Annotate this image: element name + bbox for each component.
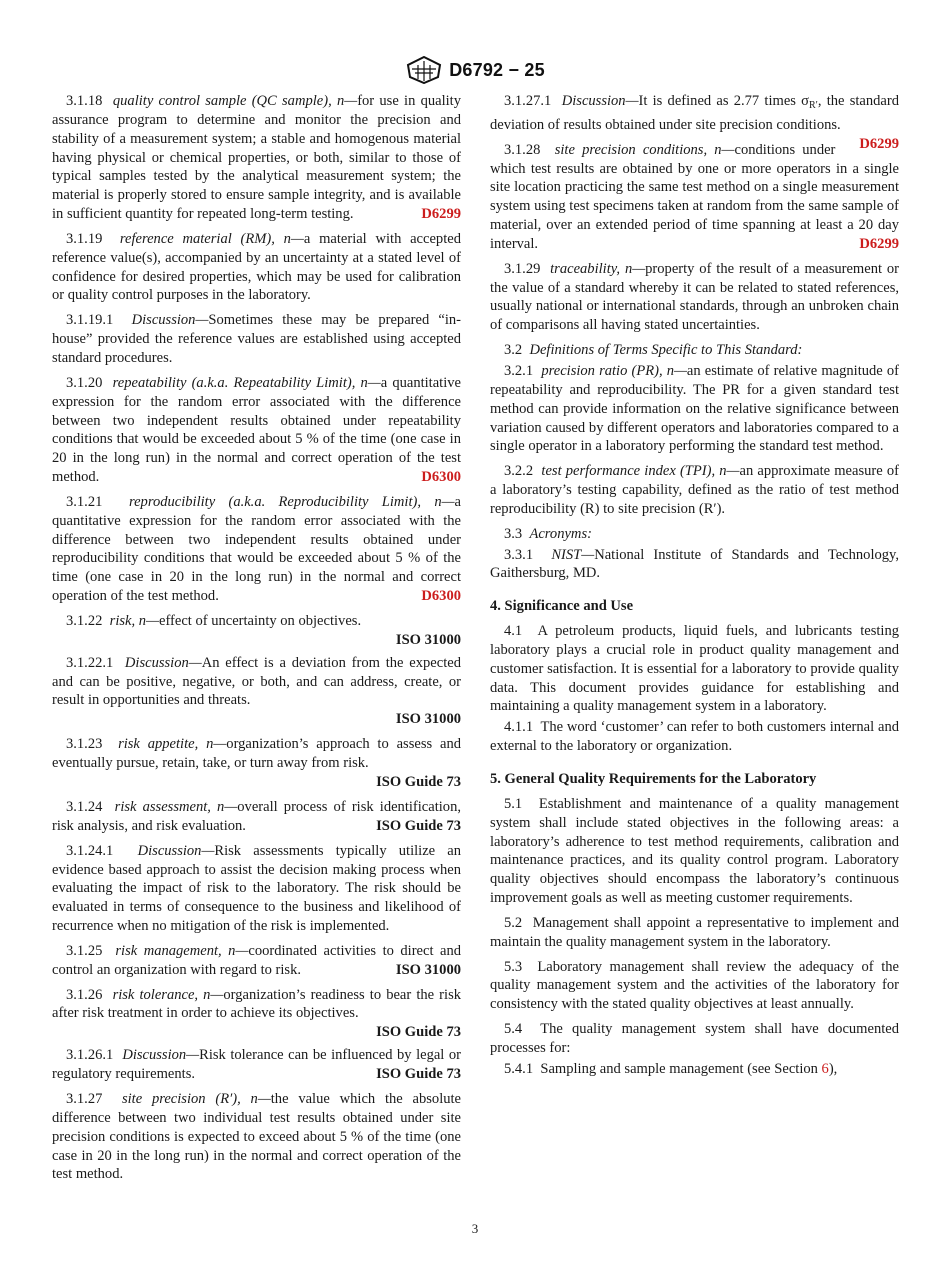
subsection-3-2: 3.2 Definitions of Terms Specific to This Standard:: [504, 342, 803, 359]
definition-3-1-29: 3.1.29 traceability, n—property of the result of a measurement or the value of a standard whereby it can be related to stated references, usually national or international standards, through an unbroken chain of comparisons all having stated uncertainties.: [490, 260, 900, 334]
definition-3-1-22: 3.1.22 risk, n—effect of uncertainty on objectives.: [66, 612, 362, 629]
document-designation: D6792 − 25: [449, 59, 545, 80]
paragraph-5-3: 5.3 Laboratory management shall review the adequacy of the quality management system and the activities of the laboratory for consistency with the stated quality objectives at least annually.: [490, 958, 899, 1013]
paragraph-5-4-1: 5.4.1 Sampling and sample management (see Section 6),: [504, 1060, 838, 1077]
definition-3-3-1: 3.3.1 NIST—National Institute of Standards and Technology, Gaithersburg, MD.: [490, 546, 899, 582]
reference-iso-guide-73: ISO Guide 73: [376, 817, 461, 834]
paragraph-5-1: 5.1 Establishment and maintenance of a quality management system shall include stated objectives in the following areas: a laboratory’s adherence to test method requirements, calibration and maintenance practices, and its quality control program. Laboratory quality objectives should encompass the laboratory’s continuous improvement goals as well as meeting customer requirements.: [490, 795, 899, 907]
page-number: 3: [471, 1221, 479, 1236]
definition-3-2-2: 3.2.2 test performance index (TPI), n—an approximate measure of a laboratory’s testing capability, defined as the ratio of test method reproducibility (R) to site precision (R′).: [490, 463, 899, 517]
astm-logo-icon: [405, 56, 443, 84]
section-heading-5: 5. General Quality Requirements for the Laboratory: [490, 771, 817, 787]
discussion-3-1-27-1: 3.1.27.1 Discussion—It is defined as 2.77 times $\sigma_{R'}$, the standard deviation of results obtained under site precision conditions. D6299: [490, 93, 899, 152]
paragraph-5-4: 5.4 The quality management system shall have documented processes for:: [490, 1021, 899, 1056]
reference-d6299[interactable]: D6299: [859, 235, 899, 252]
subsection-3-3: 3.3 Acronyms:: [504, 525, 592, 542]
discussion-3-1-22-1: 3.1.22.1 Discussion—An effect is a deviation from the expected and can be positive, negative, or both, and can address, create, or result in opportunities and threats.: [52, 654, 461, 709]
definition-3-1-23: 3.1.23 risk appetite, n—organization’s approach to assess and eventually pursue, retain, take, or turn away from risk.: [52, 736, 461, 772]
definition-3-1-21: 3.1.21 reproducibility (a.k.a. Reproducibility Limit), n—a quantitative expression for the random error associated with the difference between two independent results obtained under reproducibility conditions that would be exceeded about 5 % of the time (one case in 20 in the long run) in the normal and correct operation of the test method. D6300: [52, 493, 461, 605]
definition-3-2-1: 3.2.1 precision ratio (PR), n—an estimate of relative magnitude of repeatability and reproducibility. The PR for a given standard test method can provide information on the relative significance between variation caused by different operators and laboratories compared to a single operator in a laboratory performing the standard test method.: [490, 362, 899, 455]
definition-3-1-24: 3.1.24 risk assessment, n—overall process of risk identification, risk analysis, and risk evaluation. ISO Guide 73: [52, 799, 461, 834]
definition-3-1-28: 3.1.28 site precision conditions, n—conditions under which test results are obtained by one or more operators in a single site location practicing the same test method on a single measurement system using test specimens taken at random from the same sample of material, over an extended period of time spanning at least a 20 day interval. D6299: [490, 141, 899, 252]
reference-iso-31000: ISO 31000: [395, 631, 461, 648]
reference-d6300[interactable]: D6300: [421, 469, 461, 486]
reference-d6299[interactable]: D6299: [859, 135, 899, 152]
paragraph-4-1: 4.1 A petroleum products, liquid fuels, and lubricants testing laboratory plays a crucial role in product quality management and customer satisfaction. It is essential for a laboratory to provide quality data. This document provides guidance for establishing and maintaining a quality management system in a laboratory.: [490, 623, 899, 715]
reference-d6300[interactable]: D6300: [421, 588, 461, 605]
discussion-3-1-26-1: 3.1.26.1 Discussion—Risk tolerance can be influenced by legal or regulatory requirements. ISO Guide 73: [52, 1047, 461, 1083]
reference-iso-31000: ISO 31000: [395, 961, 461, 978]
right-column: [490, 92, 899, 1079]
paragraph-5-2: 5.2 Management shall appoint a representative to implement and maintain the quality management system in the laboratory.: [490, 914, 899, 950]
page-header: [0, 55, 950, 85]
discussion-3-1-24-1: 3.1.24.1 Discussion—Risk assessments typically utilize an evidence based approach to assist the decision making process when evaluating the impact of risk to the laboratory. The risk should be evaluated in terms of consequence to the business and likelihood of recurrence when no mitigation of the risk is implemented.: [52, 842, 462, 935]
definition-3-1-19: 3.1.19 reference material (RM), n—a material with accepted reference value(s), accompanied by an uncertainty at a stated level of confidence for desired properties, which may be used for calibration or quality control purposes in the laboratory.: [52, 230, 461, 304]
left-column: [52, 92, 461, 1184]
reference-iso-31000: ISO 31000: [395, 711, 461, 728]
definition-3-1-25: 3.1.25 risk management, n—coordinated activities to direct and control an organization with regard to risk. ISO 31000: [52, 942, 461, 978]
reference-iso-guide-73: ISO Guide 73: [376, 774, 461, 790]
definition-3-1-26: 3.1.26 risk tolerance, n—organization’s readiness to bear the risk after risk treatment in order to achieve its objectives.: [52, 986, 461, 1022]
section-heading-4: 4. Significance and Use: [490, 598, 634, 615]
paragraph-4-1-1: 4.1.1 The word ‘customer’ can refer to both customers internal and external to the laboratory or organization.: [490, 719, 899, 755]
reference-iso-guide-73: ISO Guide 73: [376, 1066, 461, 1083]
discussion-3-1-19-1: 3.1.19.1 Discussion—Sometimes these may be prepared “in-house” provided the reference values are established using accepted standard procedures.: [52, 312, 462, 366]
definition-3-1-27: 3.1.27 site precision (R′), n—the value which the absolute difference between two individual test results obtained under site precision conditions is expected to exceed about 5 % of the time (one case in 20 in the long run) in the normal and correct operation of the test method.: [52, 1090, 462, 1183]
reference-iso-guide-73: ISO Guide 73: [376, 1024, 461, 1041]
reference-d6299[interactable]: D6299: [421, 206, 461, 223]
section-6-link[interactable]: 6: [821, 1060, 829, 1077]
definition-3-1-18: 3.1.18 quality control sample (QC sample), n—for use in quality assurance program to determine and monitor the precision and stability of a measurement system; a stable and homogenous material having physical or chemical properties, or both, similar to those of typical samples tested by the analytical measurement system; the material is properly stored to ensure sample integrity, and is available in sufficient quantity for repeated long-term testing. D6299: [52, 93, 462, 223]
definition-3-1-20: 3.1.20 repeatability (a.k.a. Repeatability Limit), n—a quantitative expression for the random error associated with the difference between two independent results obtained under repeatability conditions that would be exceeded about 5 % of the time (one case in 20 in the long run) in the normal and correct operation of the test method. D6300: [52, 374, 461, 486]
